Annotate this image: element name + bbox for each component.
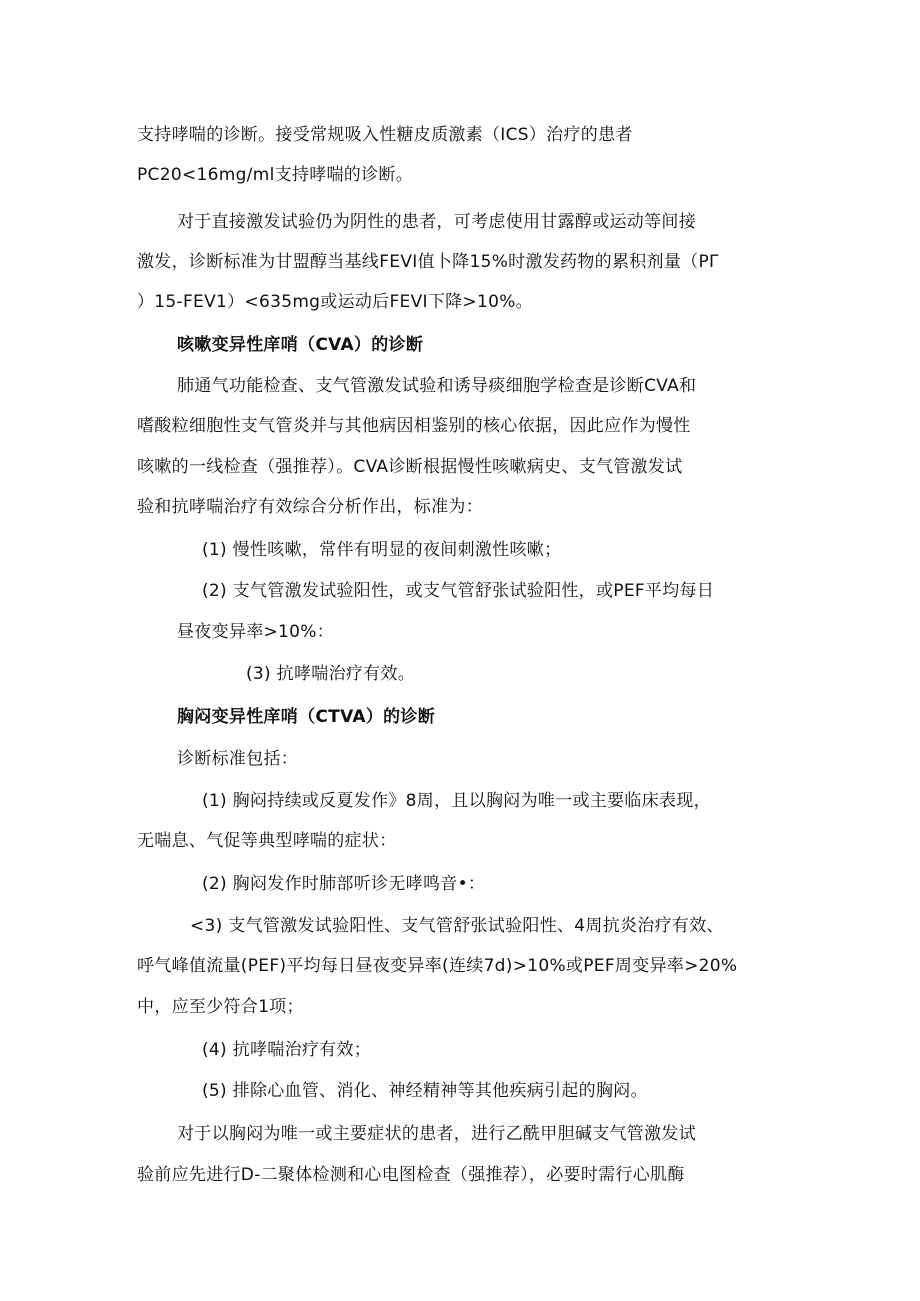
paragraph-line: PC20<16mg∕ml支持哮喘的诊断。 xyxy=(137,165,413,185)
paragraph-line: 支持哮喘的诊断。接受常规吸入性糖皮质激素（ICS）治疗的患者 xyxy=(137,125,633,145)
section-heading-cva: 咳嗽变异性庠哨（CVA）的诊断 xyxy=(177,335,424,355)
list-item: (2) 支气管激发试验阳性，或支气管舒张试验阳性，或PEF平均每日 xyxy=(202,581,715,601)
paragraph-line: 对于以胸闷为唯一或主要症状的患者，进行乙酰甲胆碱支气管激发试 xyxy=(177,1124,696,1144)
paragraph-line: 对于直接激发试验仍为阴性的患者，可考虑使用甘露醇或运动等间接 xyxy=(177,212,696,232)
paragraph-line: 肺通气功能检查、支气管激发试验和诱导痰细胞学检查是诊断CVA和 xyxy=(177,376,697,396)
list-item: (5) 排除心血管、消化、神经精神等其他疾病引起的胸闷。 xyxy=(202,1081,648,1101)
paragraph-line: 咳嗽的一线检查（强推荐）。CVA诊断根据慢性咳嗽病史、支气管激发试 xyxy=(137,457,683,477)
list-item: (4) 抗哮喘治疗有效； xyxy=(202,1040,372,1060)
section-heading-ctva: 胸闷变异性庠哨（CTVA）的诊断 xyxy=(177,707,436,727)
list-item-continuation: 中，应至少符合1项； xyxy=(137,997,304,1017)
list-item: <3) 支气管激发试验阳性、支气管舒张试验阳性、4周抗炎治疗有效、 xyxy=(190,916,724,936)
paragraph-line: 验和抗哮喘治疗有效综合分析作出，标准为： xyxy=(137,497,483,517)
list-item-continuation: 呼气峰值流量(PEF)平均每日昼夜变异率(连续7d)>10%或PEF周变异率>20% xyxy=(137,956,738,976)
list-item-continuation: 无喘息、气促等典型哮喘的症状： xyxy=(137,831,397,851)
list-item: (1) 胸闷持续或反夏发作》8周，且以胸闷为唯一或主要临床表现， xyxy=(202,791,711,811)
paragraph-line: 诊断标准包括： xyxy=(177,749,299,769)
paragraph-line: ）15-FEV1）<635mg或运动后FEVI下降>10%。 xyxy=(137,292,533,312)
paragraph-line: 激发，诊断标准为甘盟醇当基线FEVI值卜降15%时激发药物的累积剂量（PΓ xyxy=(137,252,719,272)
list-item-continuation: 昼夜变异率>10%： xyxy=(177,622,335,642)
list-item: (3) 抗哮喘治疗有效。 xyxy=(246,664,416,684)
paragraph-line: 验前应先进行D-二聚体检测和心电图检查（强推荐），必要时需行心肌酶 xyxy=(137,1165,685,1185)
list-item: (2) 胸闷发作时肺部听诊无哮鸣音•： xyxy=(202,874,486,894)
list-item: (1) 慢性咳嗽，常伴有明显的夜间刺激性咳嗽； xyxy=(202,540,562,560)
paragraph-line: 嗜酸粒细胞性支气管炎并与其他病因相鉴别的核心依据，因此应作为慢性 xyxy=(137,416,691,436)
